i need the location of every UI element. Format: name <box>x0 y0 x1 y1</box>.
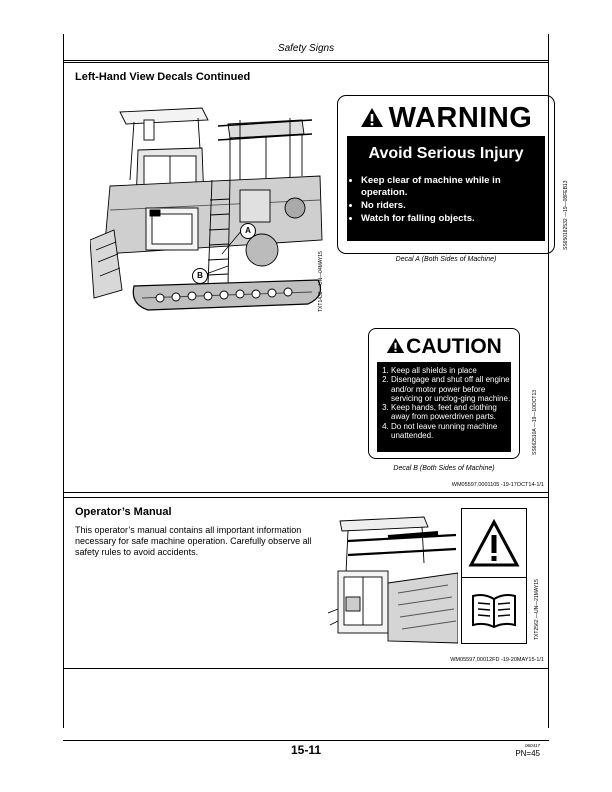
operator-manual-location-illustration <box>328 513 458 645</box>
page-number: 15-11 <box>290 743 322 757</box>
caution-item: 3. Keep hands, feet and clothing away from powerdriven parts. <box>391 403 511 422</box>
footer-rule <box>63 740 549 741</box>
warning-headline: Avoid Serious Injury <box>368 145 524 162</box>
decal-a-ref: SS650182532 —19—08FEB13 <box>563 180 569 250</box>
open-book-icon <box>470 591 518 631</box>
warning-message-panel <box>347 136 545 241</box>
decal-b-caption: Decal B (Both Sides of Machine) <box>393 465 495 472</box>
section1-doc-ref: WM05597,0001105 -19-17OCT14-1/1 <box>451 482 544 488</box>
footer-pn: PN=45 <box>515 749 540 758</box>
section-heading: Left-Hand View Decals Continued <box>75 71 251 83</box>
caution-item: 2. Disengage and shut off all engine and/or motor power before servicing or unclog-ging machine. <box>391 375 511 403</box>
page-header-title: Safety Signs <box>277 43 335 54</box>
sign-divider <box>462 577 526 578</box>
callout-a: A <box>240 223 256 239</box>
caution-item: 4. Do not leave running machine unattended. <box>391 422 511 441</box>
read-manual-safety-sign <box>461 508 527 644</box>
warning-bullet: • Watch for falling objects. <box>361 213 545 225</box>
warning-bullet: • No riders. <box>361 200 545 212</box>
warning-bullet-list <box>347 175 545 225</box>
header-rule <box>63 60 549 61</box>
caution-item: 1. Keep all shields in place <box>391 366 511 375</box>
caution-word: CAUTION <box>406 335 502 358</box>
machine-left-view-illustration <box>90 90 330 320</box>
callout-b: B <box>192 268 208 284</box>
decal-a-warning-sign <box>337 95 555 254</box>
warning-triangle-icon <box>360 107 384 128</box>
section-heading: Operator’s Manual <box>75 506 172 518</box>
warning-triangle-icon <box>468 519 520 569</box>
caution-triangle-icon <box>386 337 405 354</box>
decal-a-caption: Decal A (Both Sides of Machine) <box>395 256 497 263</box>
decal-b-ref: SS662510A —19—10OCT13 <box>532 389 538 455</box>
decal-b-caution-sign <box>368 328 520 459</box>
caution-message-panel <box>377 362 511 452</box>
caution-item-list <box>377 366 511 440</box>
warning-word: WARNING <box>388 102 533 134</box>
footer-small-code: 060417 <box>524 743 540 748</box>
warning-signal-word <box>338 102 554 135</box>
section2-doc-ref: WM05597,00012FD -19-20MAY15-1/1 <box>450 657 544 663</box>
section-body-text: This operator’s manual contains all important information necessary for safe machine operation. Carefully observe all safety rules to avoid accidents. <box>75 525 312 557</box>
caution-signal-word <box>369 335 519 359</box>
figure-ref-2: TXT2562 —UN—21MAY15 <box>534 579 540 640</box>
figure-ref-1: TXT1438 —UN—04MAY15 <box>318 251 324 312</box>
warning-bullet: • Keep clear of machine while in operation. <box>361 175 545 199</box>
